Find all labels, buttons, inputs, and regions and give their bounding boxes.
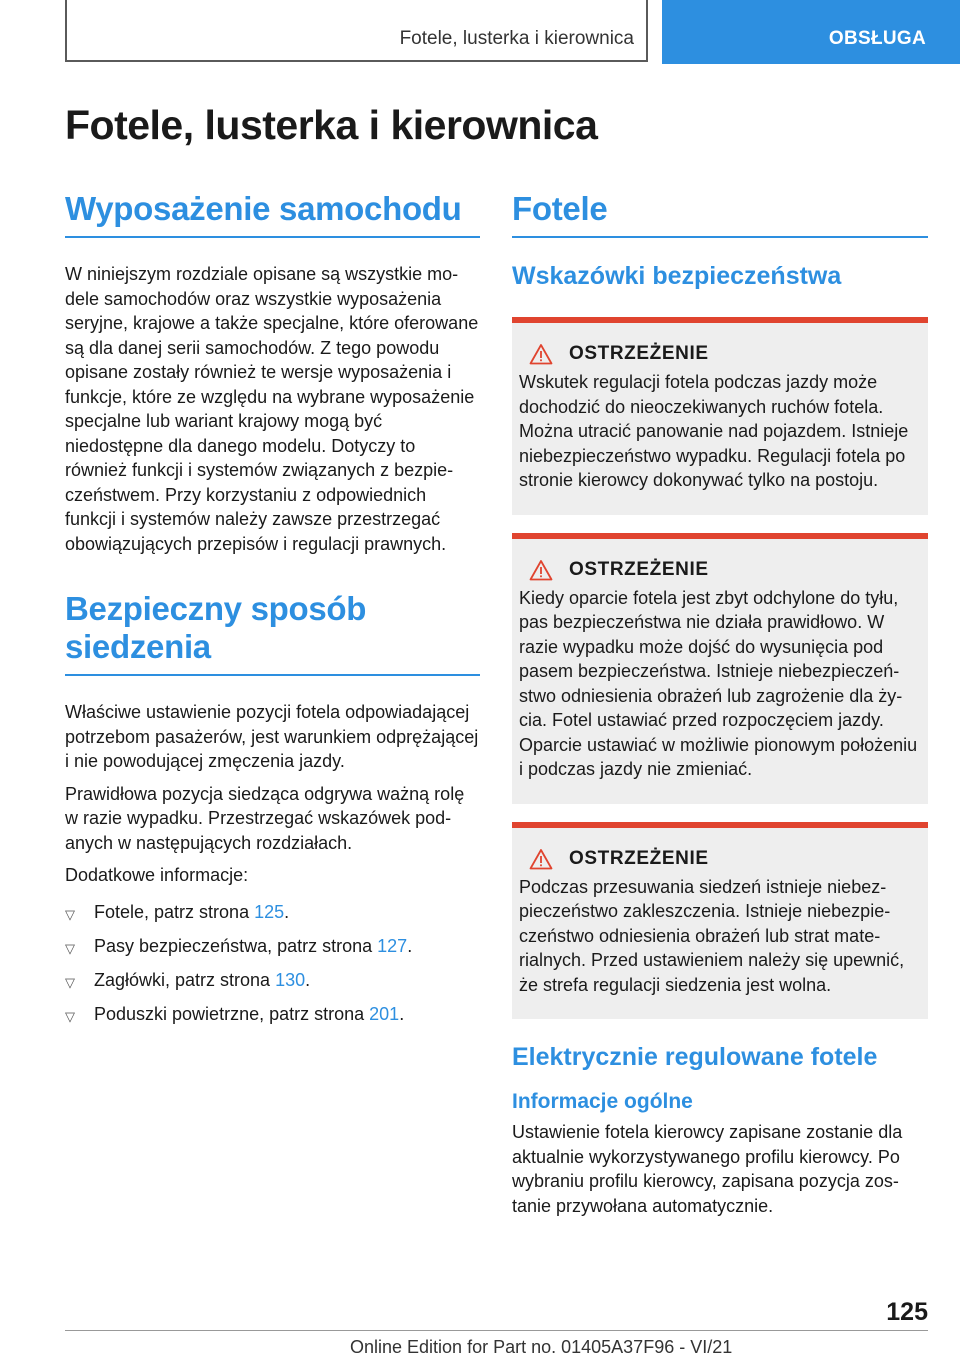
section-heading-seats: Fotele (512, 190, 928, 238)
list-item (65, 968, 480, 992)
subheading-safety: Wskazówki bezpieczeństwa (512, 262, 842, 290)
page-link[interactable]: 130 (275, 969, 306, 990)
page-link[interactable]: 201 (369, 1003, 400, 1024)
warning-box (512, 822, 928, 1020)
warning-text: Wskutek regulacji fotela podczas jazdy może dochodzić do nieoczekiwanych ruchów fotela. Można utracić panowanie nad pojazdem. Istnieje niebezpieczeństwo wypadku. Regulacji fotela po stronie kierowcy dokonywać tylko na postoju. (519, 372, 909, 490)
seating-paragraph-3: Dodatkowe informacje: (65, 865, 249, 885)
list-item (65, 934, 480, 958)
list-item-period: . (284, 901, 290, 922)
header-section-label: OBSŁUGA (828, 28, 926, 49)
footer-divider (65, 1330, 928, 1331)
page-number: 125 (886, 1298, 928, 1326)
warning-label: OSTRZEŻENIE (569, 847, 709, 869)
subheading-general-info: Informacje ogólne (512, 1090, 693, 1113)
header-chapter-box (65, 0, 648, 62)
general-info-paragraph: Ustawienie fotela kierowcy zapisane zostanie dla aktualnie wykorzystywanego profilu kierowcy. Po wybraniu profilu kierowcy, zapisana pozycja zostanie przywołana automatycznie. (512, 1122, 903, 1216)
page-link[interactable]: 125 (254, 901, 285, 922)
list-item-text: Fotele, patrz strona (94, 901, 255, 922)
warning-triangle-icon (529, 343, 553, 365)
equipment-paragraph: W niniejszym rozdziale opisane są wszystkie modele samochodów oraz wszystkie wyposażenia seryjne, krajowe a także specjalne, które oferowane są dla danej serii samochodów. Z tego powodu opisane zostały również te wersje wyposażenia i funkcje, które ze względu na wybrane wyposażenie specjalne lub wariant krajowy mogą być niedostępne dla danego modelu. Dotyczy to również funkcji i systemów związanych z bezpieczeństwem. Przy korzystaniu z odpowiednich funkcji i systemów należy zawsze przestrzegać obowiązujących przepisów i regulacji prawnych. (65, 264, 479, 554)
warning-text: Podczas przesuwania siedzeń istnieje niebezpieczeństwo zakleszczenia. Istnieje niebezpieczeństwo odniesienia obrażeń lub strat materialnych. Przed ustawieniem należy się upewnić, że strefa regulacji siedzenia jest wolna. (519, 876, 905, 995)
triangle-bullet-icon: ▽ (65, 906, 75, 922)
section-heading-seating: Bezpieczny sposób siedzenia (65, 590, 480, 676)
warning-box (512, 533, 928, 804)
warning-box (512, 317, 928, 515)
list-item-period: . (399, 1003, 405, 1024)
triangle-bullet-icon: ▽ (65, 974, 75, 990)
header-section-tab[interactable] (662, 0, 960, 64)
list-item-period: . (305, 969, 311, 990)
warning-triangle-icon (529, 848, 553, 870)
section-heading-equipment: Wyposażenie samochodu (65, 190, 480, 238)
list-item (65, 900, 480, 924)
header-chapter-title: Fotele, lusterka i kierownica (399, 28, 634, 49)
triangle-bullet-icon: ▽ (65, 1008, 75, 1024)
list-item (65, 1002, 480, 1026)
seating-paragraph-1: Właściwe ustawienie pozycji fotela odpowiadającej potrzebom pasażerów, jest warunkiem odprężającej i nie powodującej zmęczenia jazdy. (65, 702, 479, 771)
footer-edition-text: Online Edition for Part no. 01405A37F96 - VI/21 (350, 1337, 733, 1357)
left-column (65, 190, 480, 1036)
warning-triangle-icon (529, 559, 553, 581)
warning-text: Kiedy oparcie fotela jest zbyt odchylone do tyłu, pas bezpieczeństwa nie działa prawidłowo. W razie wypadku może dojść do wysunięcia pod pasem bezpieczeństwa. Istnieje niebezpieczeństwo odniesienia obrażeń lub zagrożenie dla życia. Fotel ustawiać przed rozpoczęciem jazdy. Oparcie ustawiać w możliwie pionowym położeniu i podczas jazdy nie zmieniać. (519, 587, 918, 779)
warning-label: OSTRZEŻENIE (569, 343, 709, 364)
reference-list (65, 900, 480, 1026)
list-item-text: Zagłówki, patrz strona (94, 969, 276, 990)
list-item-text: Pasy bezpieczeństwa, patrz strona (94, 935, 378, 956)
warning-label: OSTRZEŻENIE (569, 558, 709, 580)
page-link[interactable]: 127 (377, 935, 408, 956)
subheading-electric-seats: Elektrycznie regulowane fotele (512, 1043, 878, 1071)
list-item-period: . (407, 935, 413, 956)
page-title: Fotele, lusterka i kierownica (65, 102, 598, 148)
triangle-bullet-icon: ▽ (65, 940, 75, 956)
seating-paragraph-2: Prawidłowa pozycja siedząca odgrywa ważną rolę w razie wypadku. Przestrzegać wskazówek podanych w następujących rozdziałach. (65, 783, 465, 853)
right-column (512, 190, 928, 1226)
list-item-text: Poduszki powietrzne, patrz strona (94, 1003, 370, 1024)
